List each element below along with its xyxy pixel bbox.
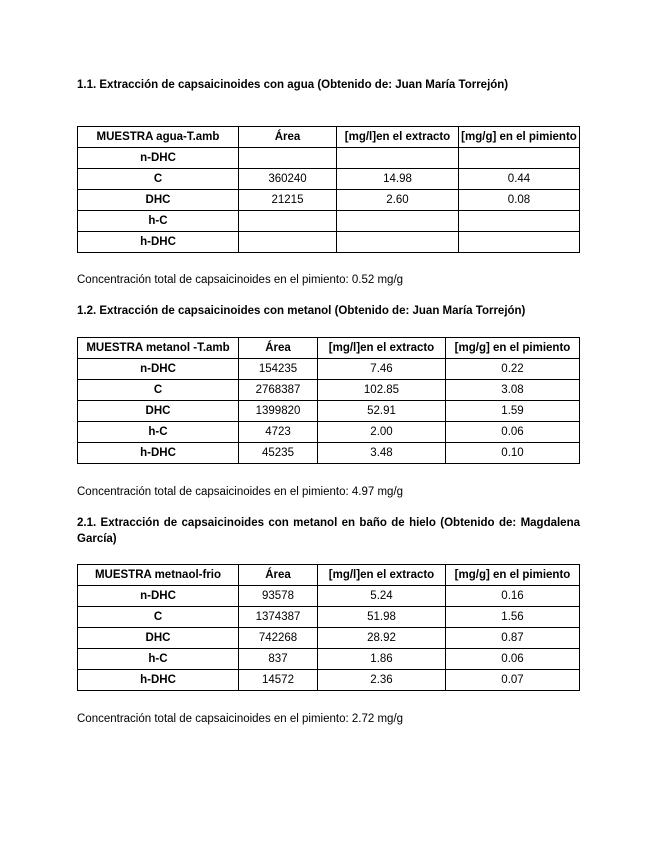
cell-extracto xyxy=(337,232,459,253)
cell-extracto: 7.46 xyxy=(318,359,446,380)
table-header-row xyxy=(78,565,580,586)
cell-area: 21215 xyxy=(239,190,337,211)
cell-area: 4723 xyxy=(239,422,318,443)
section-2-1-title: 2.1. Extracción de capsaicinoides con metanol en baño de hielo (Obtenido de: Magdalena García) xyxy=(77,517,580,545)
cell-area: 742268 xyxy=(239,628,318,649)
col-header-muestra: MUESTRA metnaol-frio xyxy=(78,565,239,586)
cell-extracto: 2.36 xyxy=(318,670,446,691)
cell-area: 360240 xyxy=(239,169,337,190)
cell-extracto xyxy=(337,211,459,232)
cell-compound: C xyxy=(78,169,239,190)
cell-area: 1399820 xyxy=(239,401,318,422)
cell-compound: n-DHC xyxy=(78,148,239,169)
cell-extracto: 1.86 xyxy=(318,649,446,670)
cell-extracto: 102.85 xyxy=(318,380,446,401)
cell-extracto: 5.24 xyxy=(318,586,446,607)
table-row xyxy=(78,232,580,253)
table-agua xyxy=(77,126,580,253)
cell-pimiento: 0.10 xyxy=(446,443,580,464)
col-header-extracto: [mg/l]en el extracto xyxy=(318,338,446,359)
col-header-area: Área xyxy=(239,127,337,148)
col-header-extracto: [mg/l]en el extracto xyxy=(337,127,459,148)
cell-compound: h-DHC xyxy=(78,443,239,464)
cell-pimiento xyxy=(459,148,580,169)
table-row xyxy=(78,649,580,670)
cell-pimiento xyxy=(459,211,580,232)
cell-pimiento: 3.08 xyxy=(446,380,580,401)
table-header-row xyxy=(78,338,580,359)
cell-extracto: 52.91 xyxy=(318,401,446,422)
col-header-area: Área xyxy=(239,565,318,586)
cell-compound: DHC xyxy=(78,401,239,422)
section-1-2-title: 1.2. Extracción de capsaicinoides con metanol (Obtenido de: Juan María Torrejón) xyxy=(77,305,526,317)
col-header-pimiento: [mg/g] en el pimiento xyxy=(459,127,580,148)
cell-extracto: 28.92 xyxy=(318,628,446,649)
cell-extracto: 51.98 xyxy=(318,607,446,628)
cell-pimiento: 0.87 xyxy=(446,628,580,649)
cell-area: 45235 xyxy=(239,443,318,464)
cell-pimiento: 0.44 xyxy=(459,169,580,190)
cell-compound: h-DHC xyxy=(78,670,239,691)
cell-area: 154235 xyxy=(239,359,318,380)
table-row xyxy=(78,607,580,628)
table-metanol-frio xyxy=(77,564,580,691)
section-1-1-title: 1.1. Extracción de capsaicinoides con agua (Obtenido de: Juan María Torrejón) xyxy=(77,79,509,91)
table-row xyxy=(78,628,580,649)
cell-pimiento xyxy=(459,232,580,253)
cell-extracto xyxy=(337,148,459,169)
cell-area: 2768387 xyxy=(239,380,318,401)
cell-area: 93578 xyxy=(239,586,318,607)
table-row xyxy=(78,169,580,190)
table-metanol xyxy=(77,337,580,464)
total-concentration-1-2: Concentración total de capsaicinoides en el pimiento: 4.97 mg/g xyxy=(77,486,404,498)
table-row xyxy=(78,443,580,464)
cell-area xyxy=(239,211,337,232)
total-concentration-2-1: Concentración total de capsaicinoides en el pimiento: 2.72 mg/g xyxy=(77,713,404,725)
table-row xyxy=(78,359,580,380)
cell-compound: n-DHC xyxy=(78,359,239,380)
table-row xyxy=(78,211,580,232)
cell-pimiento: 0.16 xyxy=(446,586,580,607)
cell-pimiento: 0.08 xyxy=(459,190,580,211)
cell-extracto: 2.60 xyxy=(337,190,459,211)
cell-extracto: 14.98 xyxy=(337,169,459,190)
col-header-pimiento: [mg/g] en el pimiento xyxy=(446,338,580,359)
cell-area xyxy=(239,232,337,253)
cell-compound: h-DHC xyxy=(78,232,239,253)
cell-pimiento: 1.59 xyxy=(446,401,580,422)
cell-extracto: 2.00 xyxy=(318,422,446,443)
cell-compound: n-DHC xyxy=(78,586,239,607)
cell-compound: C xyxy=(78,607,239,628)
cell-pimiento: 0.22 xyxy=(446,359,580,380)
table-row xyxy=(78,401,580,422)
cell-pimiento: 1.56 xyxy=(446,607,580,628)
col-header-pimiento: [mg/g] en el pimiento xyxy=(446,565,580,586)
table-row xyxy=(78,422,580,443)
table-row xyxy=(78,380,580,401)
table-row xyxy=(78,586,580,607)
cell-compound: DHC xyxy=(78,628,239,649)
cell-compound: h-C xyxy=(78,422,239,443)
table-row xyxy=(78,148,580,169)
total-concentration-1-1: Concentración total de capsaicinoides en el pimiento: 0.52 mg/g xyxy=(77,274,404,286)
cell-compound: C xyxy=(78,380,239,401)
table-row xyxy=(78,670,580,691)
cell-pimiento: 0.06 xyxy=(446,649,580,670)
cell-area: 1374387 xyxy=(239,607,318,628)
table-header-row xyxy=(78,127,580,148)
col-header-extracto: [mg/l]en el extracto xyxy=(318,565,446,586)
col-header-muestra: MUESTRA agua-T.amb xyxy=(78,127,239,148)
cell-extracto: 3.48 xyxy=(318,443,446,464)
cell-compound: h-C xyxy=(78,649,239,670)
cell-compound: DHC xyxy=(78,190,239,211)
col-header-muestra: MUESTRA metanol -T.amb xyxy=(78,338,239,359)
cell-pimiento: 0.07 xyxy=(446,670,580,691)
cell-area xyxy=(239,148,337,169)
cell-compound: h-C xyxy=(78,211,239,232)
col-header-area: Área xyxy=(239,338,318,359)
cell-area: 14572 xyxy=(239,670,318,691)
cell-area: 837 xyxy=(239,649,318,670)
cell-pimiento: 0.06 xyxy=(446,422,580,443)
table-row xyxy=(78,190,580,211)
